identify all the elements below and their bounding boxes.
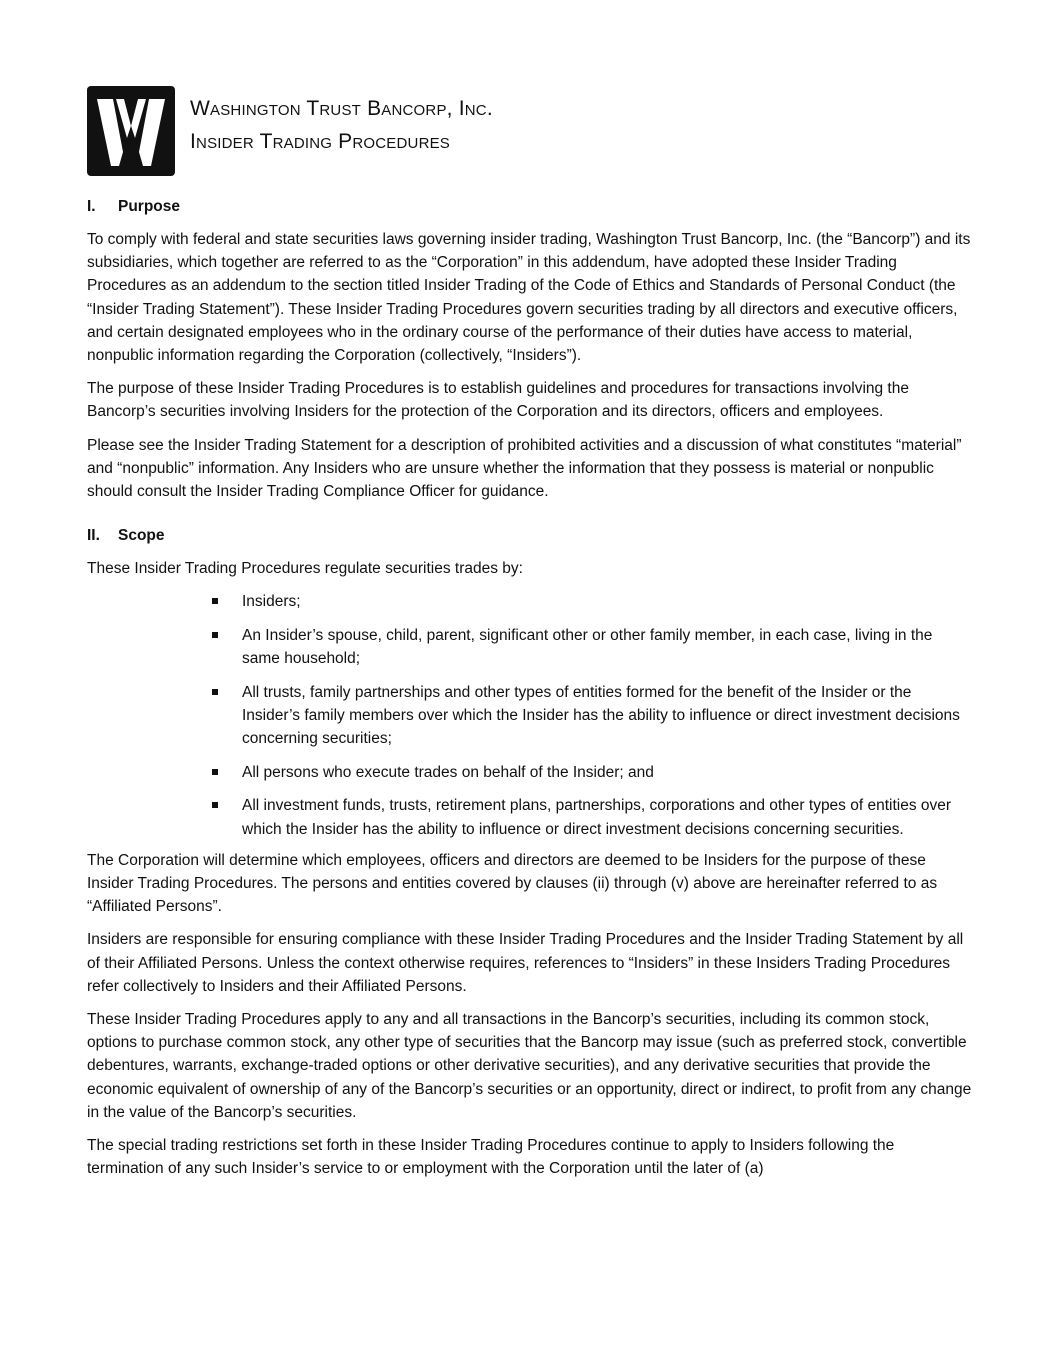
section-title: Purpose <box>118 198 181 215</box>
document-page <box>87 86 972 1190</box>
purpose-paragraph-3: Please see the Insider Trading Statement for a description of prohibited activities and a discussion of what constitutes “material” and “nonpublic” information. Any Insiders who are unsure whether the information that they possess is material or nonpublic should consult the Insider Trading Compliance Officer for guidance. <box>87 436 962 501</box>
purpose-paragraph-1: To comply with federal and state securities laws governing insider trading, Washington Trust Bancorp, Inc. (the “Bancorp”) and its subsidiaries, which together are referred to as the “Corporation” in this addendum, have adopted these Insider Trading Procedures as an addendum to the section titled Insider Trading of the Code of Ethics and Standards of Personal Conduct (the “Insider Trading Statement”). These Insider Trading Procedures govern securities trading by all directors and executive officers, and certain designated employees who in the ordinary course of the performance of their duties have access to material, nonpublic information regarding the Corporation (collectively, “Insiders”). <box>87 231 971 365</box>
section-heading-purpose <box>87 196 972 218</box>
section-title: Scope <box>118 527 165 545</box>
washington-trust-logo-icon <box>87 86 175 176</box>
list-item <box>211 794 972 840</box>
scope-bullet-list <box>87 590 972 840</box>
list-item <box>211 681 972 751</box>
section-number: II. <box>87 527 100 545</box>
company-name: Washington Trust Bancorp, Inc. <box>190 97 493 120</box>
scope-paragraph-3: These Insider Trading Procedures apply to any and all transactions in the Bancorp’s securities, including its common stock, options to purchase common stock, any other type of securities that the Bancorp may issue (such as preferred stock, convertible debentures, warrants, exchange-traded options or other derivative securities), and any derivative securities that provide the economic equivalent of ownership of any of the Bancorp’s securities or an opportunity, direct or indirect, to profit from any change in the value of the Bancorp’s securities. <box>87 1011 972 1121</box>
list-item-text: Insiders; <box>242 593 301 611</box>
document-title: Insider Trading Procedures <box>190 130 451 153</box>
bullet-icon <box>212 802 218 808</box>
bullet-icon <box>212 632 218 638</box>
list-item-text: All persons who execute trades on behalf of the Insider; and <box>242 763 654 781</box>
section-number: I. <box>87 198 96 215</box>
list-item <box>211 761 972 784</box>
list-item <box>211 624 972 670</box>
scope-paragraph-4: The special trading restrictions set forth in these Insider Trading Procedures continue to apply to Insiders following the termination of any such Insider’s service to or employment with the Corporation until the later of (a) <box>87 1137 895 1178</box>
scope-paragraph-1: The Corporation will determine which employees, officers and directors are deemed to be Insiders for the purpose of these Insider Trading Procedures. The persons and entities covered by clauses (ii) through (v) above are hereinafter referred to as “Affiliated Persons”. <box>87 851 938 916</box>
list-item <box>211 590 972 613</box>
scope-paragraph-2: Insiders are responsible for ensuring compliance with these Insider Trading Procedures and the Insider Trading Statement by all of their Affiliated Persons. Unless the context otherwise requires, references to “Insiders” in these Insiders Trading Procedures refer collectively to Insiders and their Affiliated Persons. <box>87 931 964 995</box>
list-item-text: An Insider’s spouse, child, parent, significant other or other family member, in each case, living in the same household; <box>242 627 933 668</box>
header-titles <box>190 86 493 158</box>
list-item-text: All investment funds, trusts, retirement plans, partnerships, corporations and other types of entities over which the Insider has the ability to influence or direct investment decisions concerning securities. <box>242 797 952 838</box>
scope-intro: These Insider Trading Procedures regulate securities trades by: <box>87 560 523 578</box>
list-item-text: All trusts, family partnerships and other types of entities formed for the benefit of the Insider or the Insider’s family members over which the Insider has the ability to influence or direct investment decisions concerning securities; <box>242 683 960 748</box>
bullet-icon <box>212 689 218 695</box>
section-heading-scope <box>87 525 972 547</box>
bullet-icon <box>212 598 218 604</box>
document-header <box>87 86 972 176</box>
purpose-paragraph-2: The purpose of these Insider Trading Procedures is to establish guidelines and procedures for transactions involving the Bancorp’s securities involving Insiders for the protection of the Corporation and its directors, officers and employees. <box>87 380 909 421</box>
bullet-icon <box>212 769 218 775</box>
